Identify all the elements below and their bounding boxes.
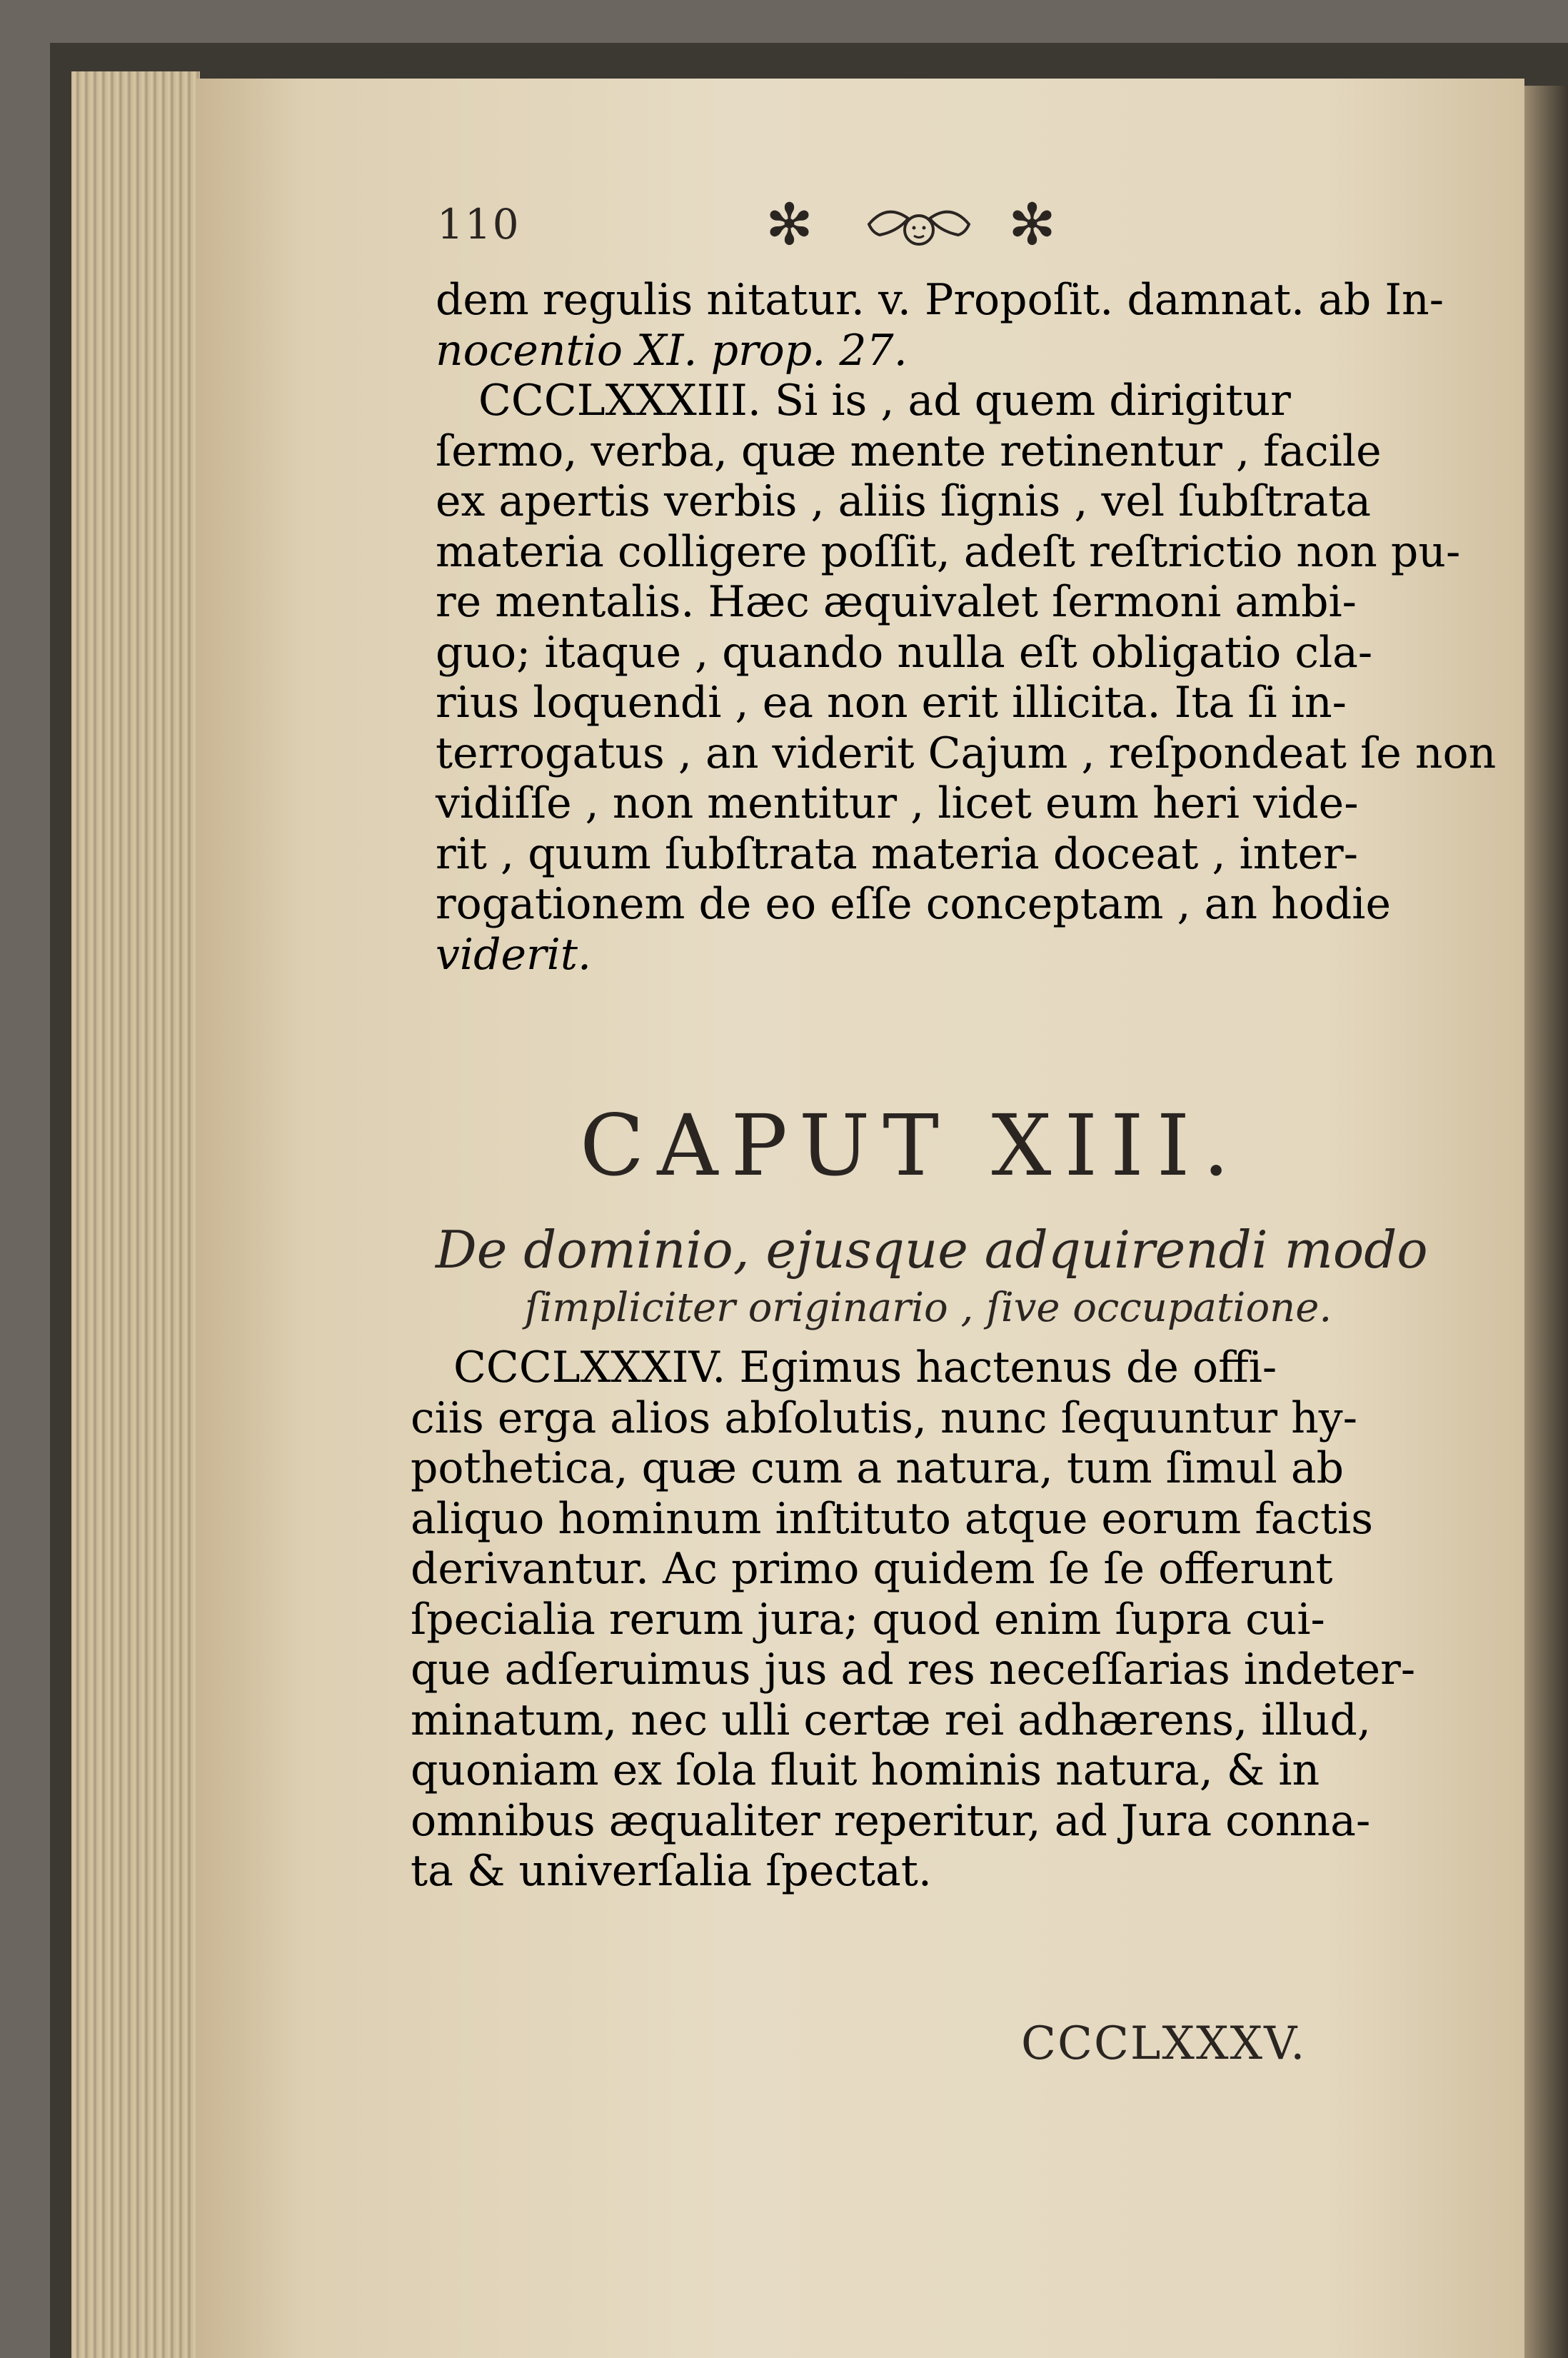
- facing-page-edge: [1524, 86, 1568, 2358]
- text-line: ta & univerſalia ſpectat.: [411, 1846, 932, 1896]
- text-line: rit , quum ſubſtrata materia doceat , inter-: [436, 828, 1358, 879]
- text-line: ſermo, verba, quæ mente retinentur , facile: [436, 426, 1382, 476]
- text-line: rogationem de eo eſſe conceptam , an hodie: [436, 879, 1391, 929]
- subtitle-line: De dominio, ejusque adquirendi modo: [436, 1220, 1428, 1280]
- text-line: vidiſſe , non mentitur , licet eum heri vide-: [436, 778, 1359, 828]
- page-number: 110: [437, 200, 521, 249]
- text-line: ſpecialia rerum jura; quod enim ſupra cui-: [411, 1594, 1325, 1645]
- running-head: [437, 193, 1222, 271]
- text-line: materia colligere poſſit, adeſt reſtrictio non pu-: [436, 526, 1461, 577]
- text-line: derivantur. Ac primo quidem ſe ſe offerunt: [411, 1544, 1333, 1594]
- paragraph-ccclxxxiv: [411, 1343, 1424, 1897]
- chapter-subtitle: [436, 1218, 1428, 1335]
- catchword: CCCLXXXV.: [1021, 2017, 1307, 2070]
- subtitle-line: ſimpliciter originario , ſive occupatione.: [524, 1285, 1332, 1331]
- text-line: viderit.: [436, 929, 592, 980]
- text-line: rius loquendi , ea non erit illicita. Ita ſi in-: [436, 678, 1347, 728]
- text-line: que adſeruimus jus ad res neceſſarias indeter-: [411, 1645, 1416, 1695]
- text-line: minatum, nec ulli certæ rei adhærens, illud,: [411, 1695, 1371, 1745]
- text-line: CCCLXXXIII. Si is , ad quem dirigitur: [478, 376, 1291, 426]
- paragraph-text: [436, 275, 1497, 980]
- paragraph-text: [411, 1343, 1424, 1897]
- paragraph-ccclxxxiii: [436, 275, 1497, 980]
- text-line: ex apertis verbis , aliis ſignis , vel ſubſtrata: [436, 476, 1372, 526]
- text-line: pothetica, quæ cum a natura, tum ſimul ab: [411, 1443, 1345, 1493]
- cherub-ornament-icon: [865, 203, 973, 253]
- text-line: omnibus æqualiter reperitur, ad Jura conna-: [411, 1795, 1371, 1846]
- text-line: CCCLXXXIV. Egimus hactenus de offi-: [453, 1343, 1277, 1393]
- text-line: quoniam ex ſola fluit hominis natura, & in: [411, 1745, 1320, 1795]
- star-ornament-icon: ✻: [1008, 191, 1057, 258]
- text-line: re mentalis. Hæc æquivalet ſermoni ambi-: [436, 577, 1357, 627]
- page-edges: [71, 71, 200, 2358]
- text-line: dem regulis nitatur. v. Propoſit. damnat. ab In-: [436, 275, 1444, 325]
- text-line: nocentio XI. prop. 27.: [436, 325, 908, 376]
- chapter-title: CAPUT XIII.: [580, 1096, 1242, 1195]
- text-line: ciis erga alios abſolutis, nunc ſequuntur hy-: [411, 1393, 1357, 1443]
- text-line: aliquo hominum inſtituto atque eorum factis: [411, 1493, 1374, 1544]
- star-ornament-icon: ✻: [765, 191, 814, 258]
- text-line: terrogatus , an viderit Cajum , reſpondeat ſe non: [436, 728, 1497, 778]
- text-line: guo; itaque , quando nulla eſt obligatio cla-: [436, 627, 1373, 678]
